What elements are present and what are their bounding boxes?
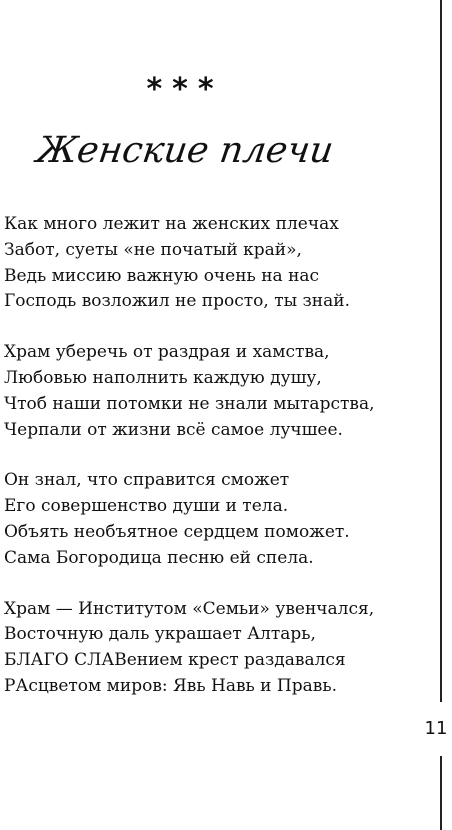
- margin-rule-top: [440, 0, 442, 702]
- poem-line: Сама Богородица песню ей спела.: [4, 547, 314, 568]
- poem-line: Черпали от жизни всё самое лучшее.: [4, 419, 343, 440]
- poem-line: Восточную даль украшает Алтарь,: [4, 624, 316, 645]
- poem-line: РАсцветом миров: Явь Навь и Правь.: [4, 675, 337, 696]
- poem-line: Господь возложил не просто, ты знай.: [4, 291, 351, 312]
- poem-line: Он знал, что справится сможет: [4, 470, 290, 491]
- poem-line: Ведь миссию важную очень на нас: [4, 265, 320, 286]
- poem-line: Храм — Институтом «Семьи» увенчался,: [4, 598, 375, 619]
- poem-line: Чтоб наши потомки не знали мытарства,: [4, 393, 375, 414]
- page-number: 11: [424, 718, 448, 739]
- poem-line: Храм уберечь от раздрая и хамства,: [4, 342, 330, 363]
- ornament-stars: ***: [146, 72, 224, 107]
- stanza: [4, 212, 404, 315]
- poem-line: БЛАГО СЛАВением крест раздавался: [4, 650, 346, 671]
- poem-line: Его совершенство души и тела.: [4, 496, 289, 517]
- poem-line: Как много лежит на женских плечах: [4, 214, 339, 234]
- stanza: [4, 597, 404, 700]
- poem-line: Любовью наполнить каждую душу,: [4, 367, 322, 388]
- poem-line: Объять необъятное сердцем поможет.: [4, 521, 350, 542]
- stanza: [4, 468, 404, 571]
- poem-body: [4, 212, 404, 725]
- poem-line: Забот, суеты «не початый край»,: [4, 239, 302, 260]
- poem-title: Женские плечи: [34, 130, 336, 171]
- stanza: [4, 340, 404, 443]
- margin-rule-bottom: [440, 756, 442, 830]
